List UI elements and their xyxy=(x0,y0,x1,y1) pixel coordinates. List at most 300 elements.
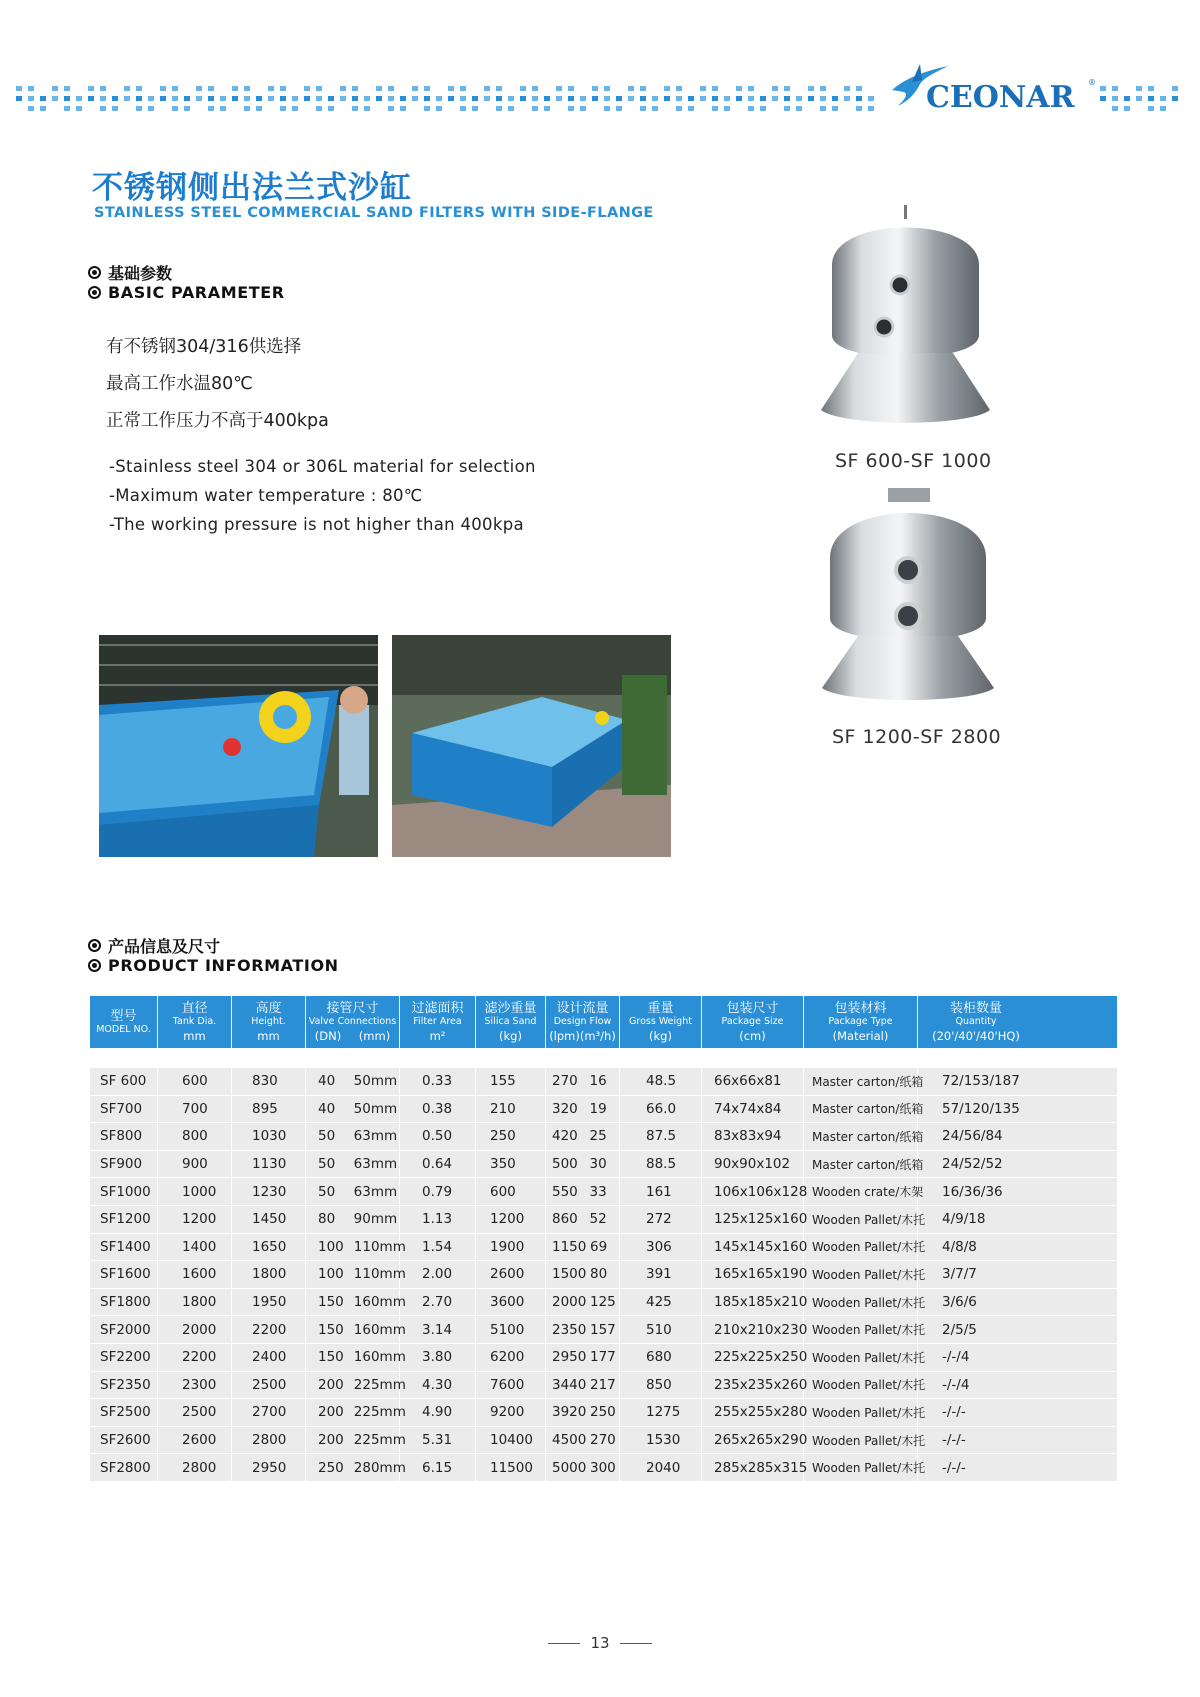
table-subcell: 217 xyxy=(590,1376,616,1393)
table-cell: 9200 xyxy=(476,1399,546,1426)
product-information-heading xyxy=(88,935,339,975)
table-cell: 7600 xyxy=(476,1372,546,1399)
table-cell: 1450 xyxy=(232,1206,306,1233)
table-subcell: 160mm xyxy=(353,1349,406,1366)
table-cell: 700 xyxy=(158,1096,232,1123)
table-cell: 2950 xyxy=(232,1454,306,1481)
header-en: Quantity xyxy=(955,1015,997,1027)
table-subcell: 280mm xyxy=(353,1459,406,1476)
table-cell xyxy=(306,1344,406,1371)
table-cell: SF1400 xyxy=(90,1234,158,1261)
table-subcell: 2950 xyxy=(552,1349,587,1366)
table-subcell: 200 xyxy=(318,1376,344,1393)
table-cell: 850 xyxy=(620,1372,702,1399)
table-cell xyxy=(546,1234,620,1261)
bullet-icon xyxy=(88,959,101,972)
header-unit: (Material) xyxy=(832,1028,889,1043)
table-cell: 1530 xyxy=(620,1427,702,1454)
table-cell: 600 xyxy=(476,1178,546,1205)
table-cell: 2500 xyxy=(158,1399,232,1426)
table-cell: Wooden Pallet/木托 xyxy=(804,1344,918,1371)
table-cell: Wooden Pallet/木托 xyxy=(804,1289,918,1316)
table-cell: SF1600 xyxy=(90,1261,158,1288)
header-cn: 过滤面积 xyxy=(411,1000,464,1016)
table-cell: SF2200 xyxy=(90,1344,158,1371)
table-cell xyxy=(306,1068,400,1095)
table-subcell: 320 xyxy=(552,1100,578,1117)
table-cell: 3/6/6 xyxy=(942,1294,977,1311)
registered-mark: ® xyxy=(1088,78,1096,87)
header-en: MODEL NO. xyxy=(96,1023,151,1035)
column-header xyxy=(918,996,1034,1048)
table-subcell: 30 xyxy=(589,1156,607,1173)
table-subcell: 125 xyxy=(590,1294,616,1311)
header-unit: mm xyxy=(183,1028,206,1043)
table-cell: 2000 xyxy=(158,1316,232,1343)
table-cell: Master carton/纸箱 xyxy=(804,1123,918,1150)
table-subcell: 150 xyxy=(318,1349,344,1366)
table-cell xyxy=(546,1399,620,1426)
table-cell: -/-/4 xyxy=(942,1349,970,1366)
table-cell: 2800 xyxy=(232,1427,306,1454)
table-cell: 0.79 xyxy=(400,1178,476,1205)
footer-rule-right xyxy=(620,1643,652,1644)
table-cell: 210 xyxy=(476,1096,546,1123)
table-cell xyxy=(306,1096,400,1123)
table-subcell: 1150 xyxy=(552,1238,587,1255)
table-cell: SF2600 xyxy=(90,1427,158,1454)
table-cell: 306 xyxy=(620,1234,702,1261)
parameter-list-cn xyxy=(106,336,329,447)
header-unit: (20'/40'/40'HQ) xyxy=(932,1028,1020,1043)
table-cell: 2600 xyxy=(476,1261,546,1288)
pool-photo-1 xyxy=(99,635,378,857)
header-cn: 重量 xyxy=(647,1000,674,1016)
table-subcell: 860 xyxy=(552,1211,578,1228)
table-cell: 185x185x210 xyxy=(702,1289,804,1316)
table-subcell: 270 xyxy=(552,1073,578,1090)
table-cell: 5.31 xyxy=(400,1427,476,1454)
table-row xyxy=(90,1234,1117,1262)
table-cell: 0.38 xyxy=(400,1096,476,1123)
parameter-list-en xyxy=(109,456,536,543)
table-cell xyxy=(546,1068,620,1095)
table-cell: Wooden Pallet/木托 xyxy=(804,1206,918,1233)
table-subcell: 110mm xyxy=(353,1266,406,1283)
table-cell: 285x285x315 xyxy=(702,1454,804,1481)
table-cell xyxy=(546,1123,620,1150)
table-subcell: 50 xyxy=(318,1128,336,1145)
table-cell xyxy=(306,1372,406,1399)
table-cell: 2600 xyxy=(158,1427,232,1454)
table-subcell: 420 xyxy=(552,1128,578,1145)
table-cell: 5100 xyxy=(476,1316,546,1343)
header-en: Silica Sand xyxy=(484,1015,537,1027)
table-cell: 4/8/8 xyxy=(942,1238,977,1255)
table-subcell: 50 xyxy=(318,1183,336,1200)
table-cell: 265x265x290 xyxy=(702,1427,804,1454)
table-cell: Wooden Pallet/木托 xyxy=(804,1372,918,1399)
heading-en: PRODUCT INFORMATION xyxy=(108,955,339,975)
large-filter-caption: SF 1200-SF 2800 xyxy=(832,726,1002,748)
table-cell: 0.50 xyxy=(400,1123,476,1150)
table-row xyxy=(90,1372,1117,1400)
table-cell: -/-/- xyxy=(942,1432,966,1449)
header-unit: (DN) (mm) xyxy=(314,1028,391,1043)
table-cell: 1200 xyxy=(158,1206,232,1233)
table-cell: 2040 xyxy=(620,1454,702,1481)
table-cell: Wooden Pallet/木托 xyxy=(804,1399,918,1426)
table-cell xyxy=(306,1427,406,1454)
table-subcell: 2000 xyxy=(552,1294,587,1311)
table-subcell: 225mm xyxy=(353,1404,406,1421)
table-subcell: 250 xyxy=(590,1404,616,1421)
table-cell: 2500 xyxy=(232,1372,306,1399)
header-en: Tank Dia. xyxy=(172,1015,217,1027)
header-dotted-band-right xyxy=(1100,86,1190,112)
table-cell: 155 xyxy=(476,1068,546,1095)
table-cell: 1275 xyxy=(620,1399,702,1426)
table-cell: SF 600 xyxy=(90,1068,158,1095)
table-cell: 106x106x128 xyxy=(702,1178,804,1205)
header-dotted-band-left xyxy=(16,86,886,112)
table-cell: 600 xyxy=(158,1068,232,1095)
table-cell xyxy=(546,1096,620,1123)
header-en: Package Type xyxy=(828,1015,893,1027)
table-cell: 83x83x94 xyxy=(702,1123,804,1150)
table-subcell: 90mm xyxy=(353,1211,398,1228)
table-cell: 3.80 xyxy=(400,1344,476,1371)
table-cell: Master carton/纸箱 xyxy=(804,1068,918,1095)
header-cn: 型号 xyxy=(110,1008,137,1024)
basic-parameter-heading xyxy=(88,262,285,302)
page-title-en: STAINLESS STEEL COMMERCIAL SAND FILTERS WITH SIDE-FLANGE xyxy=(94,205,654,221)
table-subcell: 33 xyxy=(589,1183,607,1200)
table-cell: 66x66x81 xyxy=(702,1068,804,1095)
table-cell xyxy=(306,1234,406,1261)
header-unit: (kg) xyxy=(499,1028,522,1043)
table-cell: 1230 xyxy=(232,1178,306,1205)
table-cell: Wooden Pallet/木托 xyxy=(804,1427,918,1454)
column-header xyxy=(804,996,918,1048)
table-cell: 900 xyxy=(158,1151,232,1178)
table-cell: 87.5 xyxy=(620,1123,702,1150)
table-subcell: 150 xyxy=(318,1321,344,1338)
table-cell: 2.00 xyxy=(400,1261,476,1288)
table-cell: SF1800 xyxy=(90,1289,158,1316)
table-cell: 4.90 xyxy=(400,1399,476,1426)
brand-name: CEONAR xyxy=(926,80,1075,115)
table-subcell: 40 xyxy=(318,1100,336,1117)
table-cell: 24/56/84 xyxy=(942,1128,1003,1145)
page-footer xyxy=(0,1634,1200,1652)
table-cell xyxy=(546,1372,620,1399)
table-cell: SF900 xyxy=(90,1151,158,1178)
table-cell: 391 xyxy=(620,1261,702,1288)
header-cn: 高度 xyxy=(255,1000,282,1016)
header-cn: 滤沙重量 xyxy=(484,1000,537,1016)
table-row xyxy=(90,1427,1117,1455)
parameter-line: -Maximum water temperature : 80℃ xyxy=(109,486,423,505)
heading-en: BASIC PARAMETER xyxy=(108,282,285,302)
table-cell: Wooden Pallet/木托 xyxy=(804,1234,918,1261)
header-cn: 接管尺寸 xyxy=(326,1000,379,1016)
table-cell: 24/52/52 xyxy=(942,1156,1003,1173)
header-unit: (lpm)(m³/h) xyxy=(549,1028,616,1043)
table-cell: SF1000 xyxy=(90,1178,158,1205)
table-subcell: 200 xyxy=(318,1404,344,1421)
table-row xyxy=(90,1151,1117,1179)
sand-filter-small-image xyxy=(818,205,993,425)
table-cell: -/-/4 xyxy=(942,1376,970,1393)
table-cell: 2.70 xyxy=(400,1289,476,1316)
table-subcell: 270 xyxy=(590,1432,616,1449)
table-subcell: 160mm xyxy=(353,1294,406,1311)
table-subcell: 157 xyxy=(590,1321,616,1338)
parameter-line: -Stainless steel 304 or 306L material for selection xyxy=(109,457,536,476)
table-cell: 3.14 xyxy=(400,1316,476,1343)
table-cell: 1030 xyxy=(232,1123,306,1150)
brand-logo xyxy=(890,58,1100,120)
table-cell: 1600 xyxy=(158,1261,232,1288)
bullet-icon xyxy=(88,939,101,952)
table-subcell: 63mm xyxy=(353,1128,398,1145)
table-subcell: 200 xyxy=(318,1432,344,1449)
table-subcell: 150 xyxy=(318,1294,344,1311)
header-en: Filter Area xyxy=(413,1015,462,1027)
table-cell: SF2350 xyxy=(90,1372,158,1399)
table-cell: Master carton/纸箱 xyxy=(804,1151,918,1178)
table-cell: 10400 xyxy=(476,1427,546,1454)
column-header xyxy=(400,996,476,1048)
table-cell: 1000 xyxy=(158,1178,232,1205)
table-cell: 74x74x84 xyxy=(702,1096,804,1123)
header-en: Gross Weight xyxy=(629,1015,692,1027)
table-cell: 1650 xyxy=(232,1234,306,1261)
table-cell xyxy=(546,1261,620,1288)
table-cell: 48.5 xyxy=(620,1068,702,1095)
column-header xyxy=(546,996,620,1048)
table-cell: 3600 xyxy=(476,1289,546,1316)
header-unit: (cm) xyxy=(739,1028,766,1043)
table-cell: 1.13 xyxy=(400,1206,476,1233)
table-cell xyxy=(546,1316,620,1343)
table-cell: 250 xyxy=(476,1123,546,1150)
table-subcell: 25 xyxy=(589,1128,607,1145)
table-cell: Wooden Pallet/木托 xyxy=(804,1261,918,1288)
table-cell: 510 xyxy=(620,1316,702,1343)
table-cell: 255x255x280 xyxy=(702,1399,804,1426)
table-cell: 1.54 xyxy=(400,1234,476,1261)
header-en: Valve Connections xyxy=(308,1015,397,1027)
table-cell xyxy=(546,1151,620,1178)
table-cell: SF700 xyxy=(90,1096,158,1123)
table-cell: 2400 xyxy=(232,1344,306,1371)
table-cell: 16/36/36 xyxy=(942,1183,1003,1200)
table-cell: 4.30 xyxy=(400,1372,476,1399)
table-cell: Wooden Pallet/木托 xyxy=(804,1316,918,1343)
table-cell xyxy=(306,1151,400,1178)
column-header xyxy=(702,996,804,1048)
table-cell: 800 xyxy=(158,1123,232,1150)
table-cell: 895 xyxy=(232,1096,306,1123)
table-cell: 57/120/135 xyxy=(942,1100,1020,1117)
table-subcell: 63mm xyxy=(353,1183,398,1200)
table-cell xyxy=(306,1399,406,1426)
table-cell: 830 xyxy=(232,1068,306,1095)
table-cell: 145x145x160 xyxy=(702,1234,804,1261)
header-unit: mm xyxy=(257,1028,280,1043)
table-cell: 72/153/187 xyxy=(942,1073,1020,1090)
table-cell: SF2000 xyxy=(90,1316,158,1343)
heading-cn: 基础参数 xyxy=(108,263,173,283)
header-cn: 设计流量 xyxy=(556,1000,609,1016)
table-cell: 161 xyxy=(620,1178,702,1205)
table-cell: SF800 xyxy=(90,1123,158,1150)
table-subcell: 50 xyxy=(318,1156,336,1173)
table-subcell: 19 xyxy=(589,1100,607,1117)
table-subcell: 5000 xyxy=(552,1459,587,1476)
bullet-icon xyxy=(88,286,101,299)
table-cell xyxy=(546,1206,620,1233)
table-cell xyxy=(546,1289,620,1316)
table-cell xyxy=(306,1289,406,1316)
table-cell: 2200 xyxy=(158,1344,232,1371)
table-cell xyxy=(546,1427,620,1454)
header-cn: 包装材料 xyxy=(834,1000,887,1016)
table-cell: SF2500 xyxy=(90,1399,158,1426)
table-cell: 88.5 xyxy=(620,1151,702,1178)
table-cell: 2/5/5 xyxy=(942,1321,977,1338)
table-row xyxy=(90,1316,1117,1344)
table-cell: 2800 xyxy=(158,1454,232,1481)
table-cell: 1800 xyxy=(158,1289,232,1316)
table-cell: 1200 xyxy=(476,1206,546,1233)
table-cell: 225x225x250 xyxy=(702,1344,804,1371)
parameter-line: 有不锈钢304/316供选择 xyxy=(106,337,302,357)
table-cell xyxy=(306,1454,406,1481)
table-subcell: 80 xyxy=(318,1211,336,1228)
column-header xyxy=(90,996,158,1048)
table-cell: 1950 xyxy=(232,1289,306,1316)
table-subcell: 2350 xyxy=(552,1321,587,1338)
table-subcell: 177 xyxy=(590,1349,616,1366)
table-subcell: 63mm xyxy=(353,1156,398,1173)
table-subcell: 550 xyxy=(552,1183,578,1200)
table-cell: 1800 xyxy=(232,1261,306,1288)
table-cell: 0.33 xyxy=(400,1068,476,1095)
table-subcell: 3920 xyxy=(552,1404,587,1421)
table-cell: 165x165x190 xyxy=(702,1261,804,1288)
table-subcell: 225mm xyxy=(353,1432,406,1449)
table-row xyxy=(90,1454,1117,1482)
table-row xyxy=(90,1399,1117,1427)
table-cell xyxy=(546,1344,620,1371)
product-table xyxy=(90,996,1117,1482)
table-row xyxy=(90,1178,1117,1206)
table-subcell: 225mm xyxy=(353,1376,406,1393)
heading-cn: 产品信息及尺寸 xyxy=(108,936,221,956)
table-cell xyxy=(306,1261,406,1288)
column-header xyxy=(620,996,702,1048)
table-row xyxy=(90,1289,1117,1317)
table-cell: 6200 xyxy=(476,1344,546,1371)
table-subcell: 80 xyxy=(590,1266,608,1283)
parameter-line: 正常工作压力不高于400kpa xyxy=(106,411,329,431)
bullet-icon xyxy=(88,266,101,279)
column-header xyxy=(476,996,546,1048)
table-cell: SF2800 xyxy=(90,1454,158,1481)
table-cell: 272 xyxy=(620,1206,702,1233)
table-cell: 2700 xyxy=(232,1399,306,1426)
table-subcell: 110mm xyxy=(353,1238,406,1255)
table-cell: 1130 xyxy=(232,1151,306,1178)
table-subcell: 69 xyxy=(590,1238,608,1255)
table-cell: 425 xyxy=(620,1289,702,1316)
table-header xyxy=(90,996,1117,1048)
table-subcell: 3440 xyxy=(552,1376,587,1393)
table-subcell: 300 xyxy=(590,1459,616,1476)
header-en: Design Flow xyxy=(553,1015,612,1027)
table-subcell: 160mm xyxy=(353,1321,406,1338)
table-row xyxy=(90,1206,1117,1234)
table-subcell: 100 xyxy=(318,1238,344,1255)
column-header xyxy=(306,996,400,1048)
table-cell: 235x235x260 xyxy=(702,1372,804,1399)
table-body xyxy=(90,1068,1117,1482)
table-cell: 350 xyxy=(476,1151,546,1178)
table-cell xyxy=(306,1206,400,1233)
table-subcell: 40 xyxy=(318,1073,336,1090)
parameter-line: -The working pressure is not higher than 400kpa xyxy=(109,515,524,534)
parameter-line: 最高工作水温80℃ xyxy=(106,374,253,394)
table-cell: 2200 xyxy=(232,1316,306,1343)
table-subcell: 4500 xyxy=(552,1432,587,1449)
table-cell: 6.15 xyxy=(400,1454,476,1481)
header-cn: 装柜数量 xyxy=(949,1000,1002,1016)
pool-photo-2 xyxy=(392,635,671,857)
table-row xyxy=(90,1096,1117,1124)
table-subcell: 52 xyxy=(589,1211,607,1228)
page-number: 13 xyxy=(590,1634,610,1652)
table-cell: Wooden Pallet/木托 xyxy=(804,1454,918,1481)
table-cell: Wooden crate/木架 xyxy=(804,1178,918,1205)
table-cell: 210x210x230 xyxy=(702,1316,804,1343)
table-row xyxy=(90,1068,1117,1096)
column-header xyxy=(158,996,232,1048)
table-cell: 1900 xyxy=(476,1234,546,1261)
table-cell: 0.64 xyxy=(400,1151,476,1178)
sand-filter-large-image xyxy=(818,488,998,708)
table-cell: 3/7/7 xyxy=(942,1266,977,1283)
table-subcell: 1500 xyxy=(552,1266,587,1283)
table-subcell: 100 xyxy=(318,1266,344,1283)
table-row xyxy=(90,1123,1117,1151)
header-en: Height. xyxy=(251,1015,286,1027)
table-cell: 66.0 xyxy=(620,1096,702,1123)
table-cell: 680 xyxy=(620,1344,702,1371)
small-filter-caption: SF 600-SF 1000 xyxy=(835,450,992,472)
table-cell: 90x90x102 xyxy=(702,1151,804,1178)
table-subcell: 250 xyxy=(318,1459,344,1476)
column-header xyxy=(232,996,306,1048)
table-cell: 11500 xyxy=(476,1454,546,1481)
table-cell: 2300 xyxy=(158,1372,232,1399)
table-cell: SF1200 xyxy=(90,1206,158,1233)
table-cell: -/-/- xyxy=(942,1404,966,1421)
table-row xyxy=(90,1344,1117,1372)
table-cell xyxy=(306,1316,406,1343)
